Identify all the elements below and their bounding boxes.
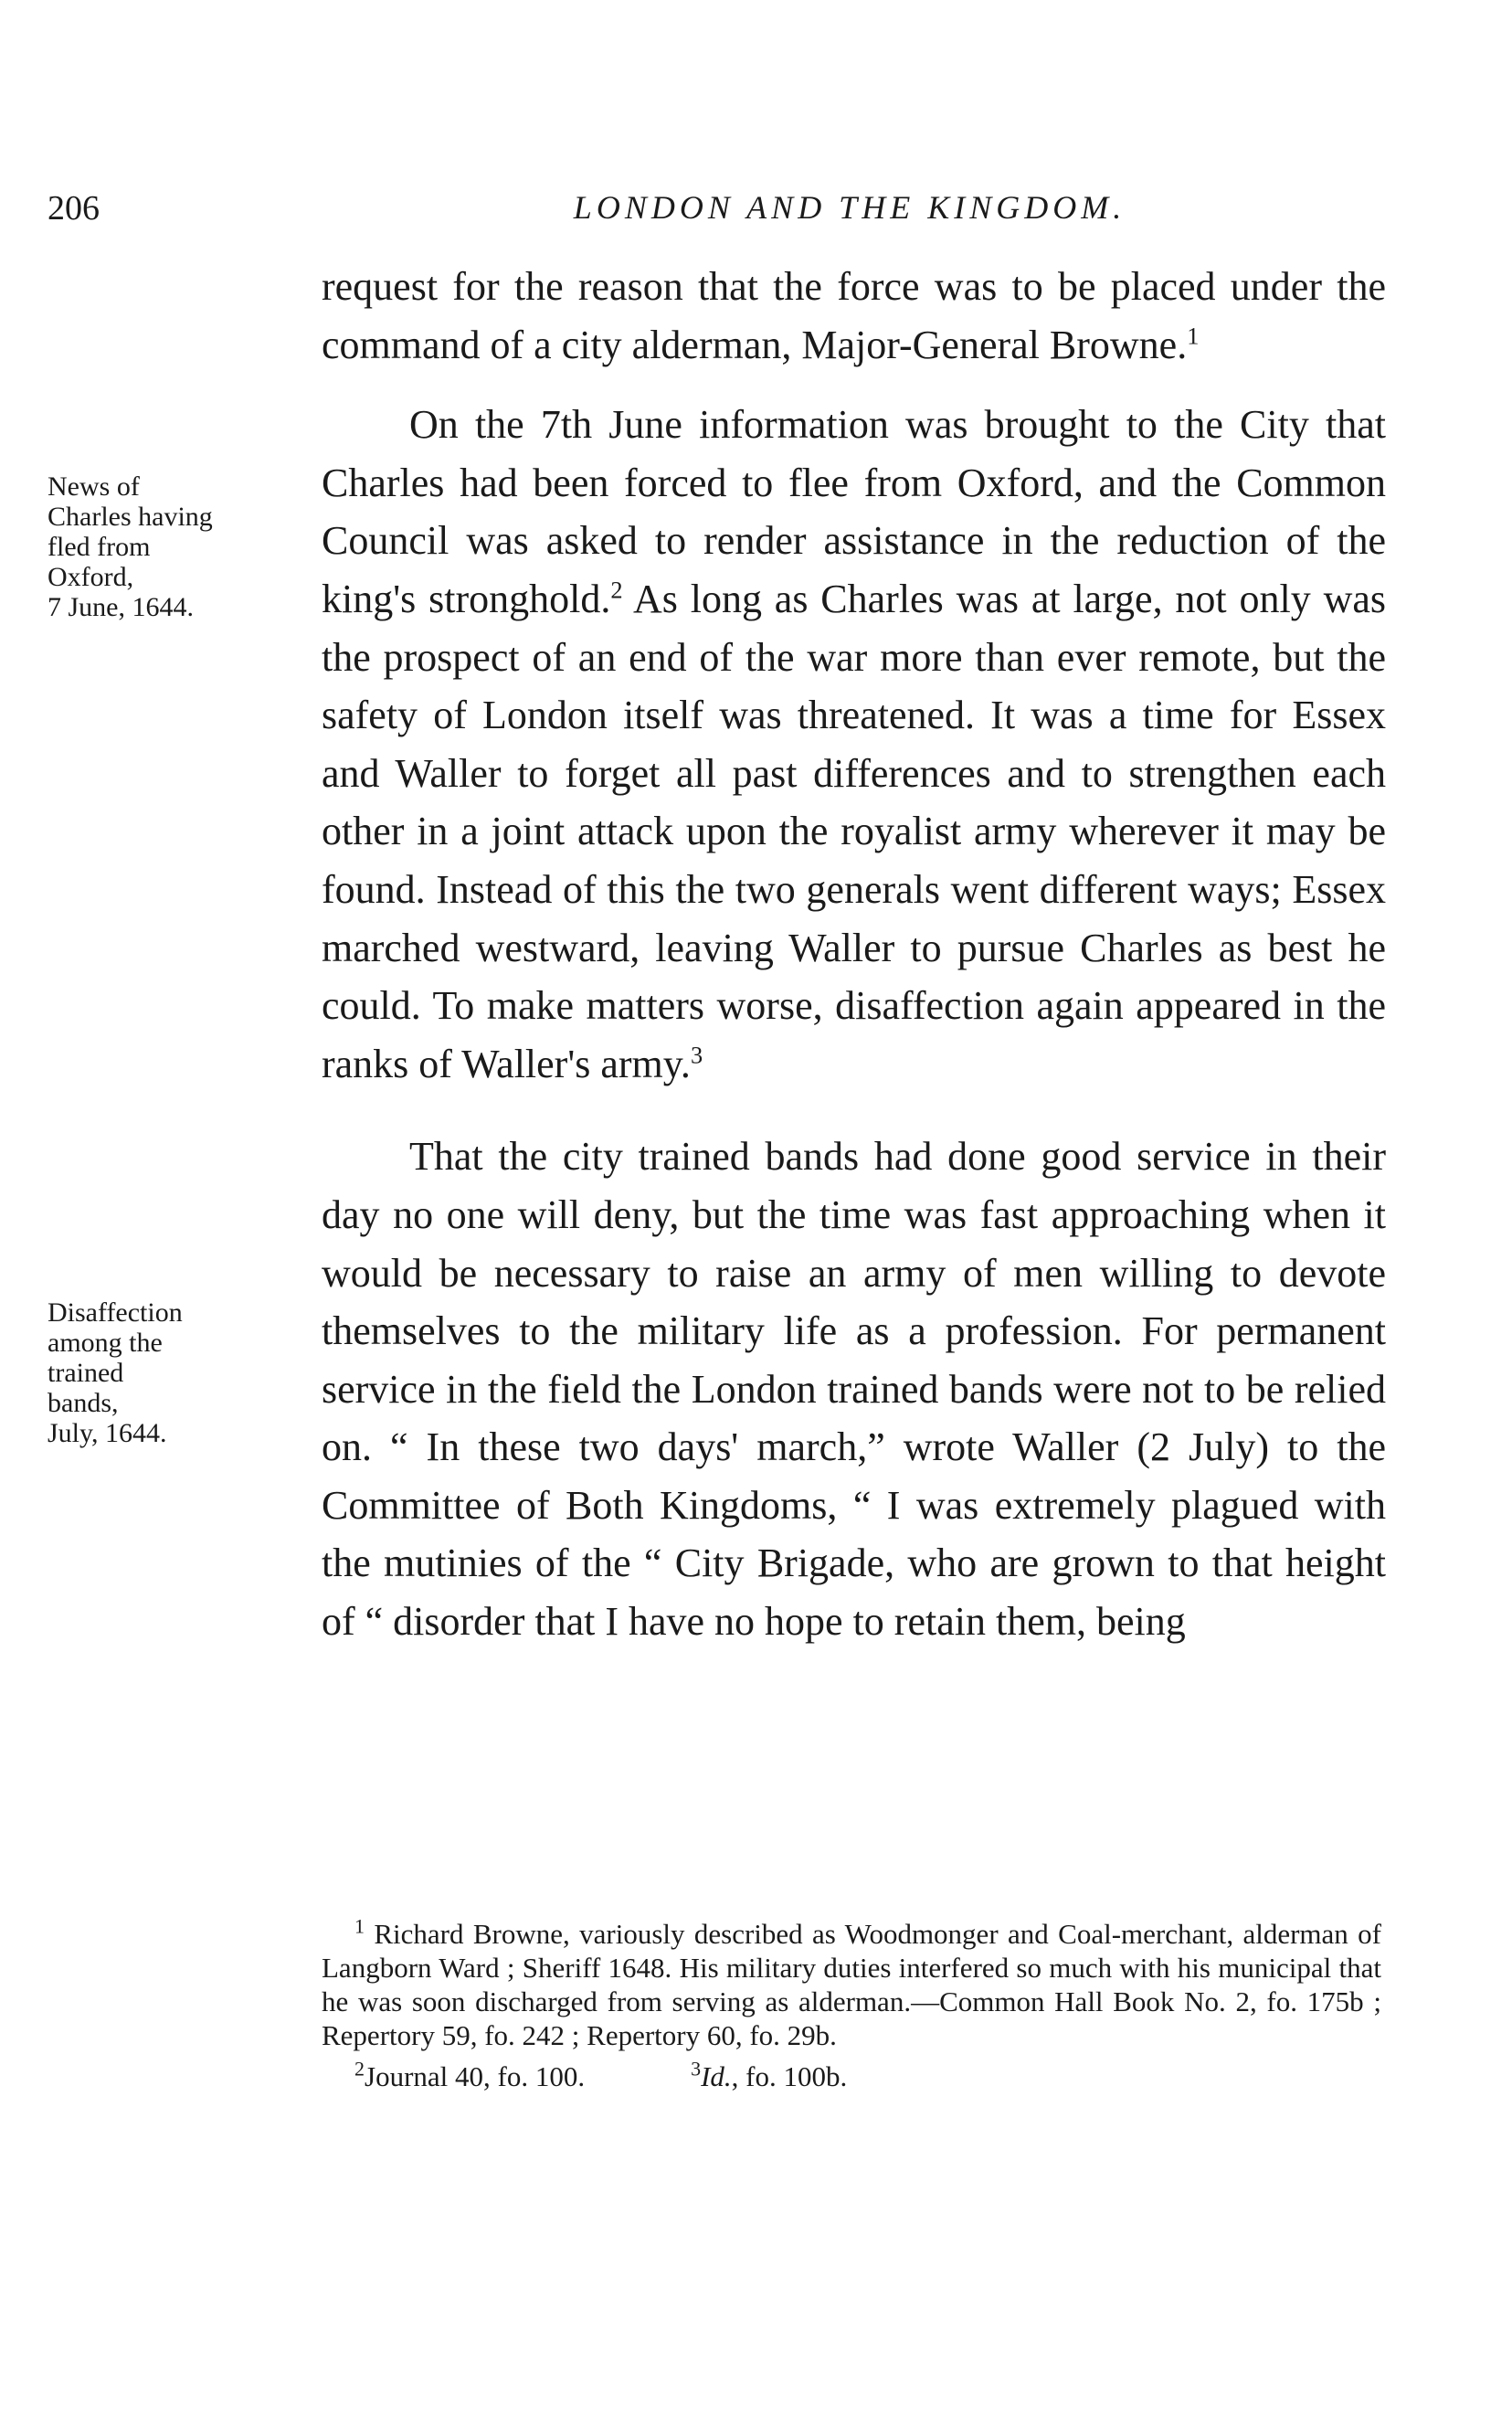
footnotes: [322, 1914, 1381, 2093]
footnote-text: Richard Browne, variously described as Woodmonger and Coal-merchant, alderman of Langborn Ward ; Sheriff 1648. His military duties interfered so much with his municipal that he was soon discharged from serving as alderman.—Common Hall Book No. 2, fo. 175b ; Repertory 59, fo. 242 ; Repertory 60, fo. 29b.: [322, 1918, 1381, 2051]
sidenote-line: News of: [48, 471, 140, 502]
sidenote-line: fled from: [48, 532, 151, 562]
paragraph: [322, 1128, 1386, 1650]
footnote: [691, 2057, 900, 2092]
footnote-ref: 2: [610, 576, 623, 604]
paragraph-text: That the city trained bands had done good service in their day no one will deny, but the time was fast approaching when it would be necessary to raise an army of men willing to devote themselves to the military life as a profession. For permanent service in the field the London trained bands were not to be relied on. “ In these two days' march,” wrote Waller (2 July) to the Committee of Both Kingdoms, “ I was extremely plagued with the mutinies of the “ City Brigade, who are grown to that height of “ disorder that I have no hope to retain them, being: [322, 1134, 1386, 1645]
sidenote-line: Oxford,: [48, 562, 134, 592]
paragraph-text: request for the reason that the force was to be placed under the command of a city alderman, Major-General Browne.: [322, 264, 1386, 367]
footnote-ref: 3: [690, 1041, 703, 1069]
paragraph-text: On the 7th June information was brought to the City that Charles had been forced to flee from Oxford, and the Common Council was asked to render assistance in the reduction of the king's stronghold.: [322, 402, 1386, 621]
paragraph: [322, 258, 1386, 374]
sidenote-line: bands,: [48, 1388, 119, 1418]
paragraph: [322, 396, 1386, 1093]
footnote-mark: 1: [354, 1914, 365, 1938]
footnote-row: [322, 2059, 1381, 2093]
sidenote-line: trained: [48, 1358, 124, 1388]
paragraph-text: As long as Charles was at large, not only was the prospect of an end of the war more than ever remote, but the safety of London itself was threatened. It was a time for Essex and Waller to forget all past differences and to strengthen each other in a joint attack upon the royalist army wherever it may be found. Instead of this the two generals went different ways; Essex marched westward, leaving Waller to pursue Charles as best he could. To make matters worse, disaffection again appeared in the ranks of Waller's army.: [322, 576, 1387, 1086]
sidenote-line: among the: [48, 1328, 163, 1358]
footnote-text: , fo. 100b.: [731, 2060, 848, 2092]
sidenote-line: Disaffection: [48, 1297, 183, 1328]
footnote-mark: 2: [354, 2057, 365, 2080]
footnote-mark: 3: [691, 2057, 702, 2080]
footnote-text-italic: Id.: [701, 2060, 732, 2092]
running-title: LONDON AND THE KINGDOM.: [573, 189, 1126, 226]
sidenote-disaffection: [48, 1297, 312, 1448]
page-number: 206: [48, 189, 100, 228]
body-text: [322, 258, 1386, 1651]
footnote-text: Journal 40, fo. 100.: [365, 2060, 586, 2092]
footnote-ref: 1: [1187, 321, 1200, 349]
sidenote-line: July, 1644.: [48, 1418, 167, 1448]
footnote: [354, 2057, 638, 2092]
sidenote-charles-fled: [48, 471, 312, 622]
sidenote-line: Charles having: [48, 502, 213, 532]
footnote: [322, 1914, 1381, 2052]
sidenote-line: 7 June, 1644.: [48, 592, 194, 622]
